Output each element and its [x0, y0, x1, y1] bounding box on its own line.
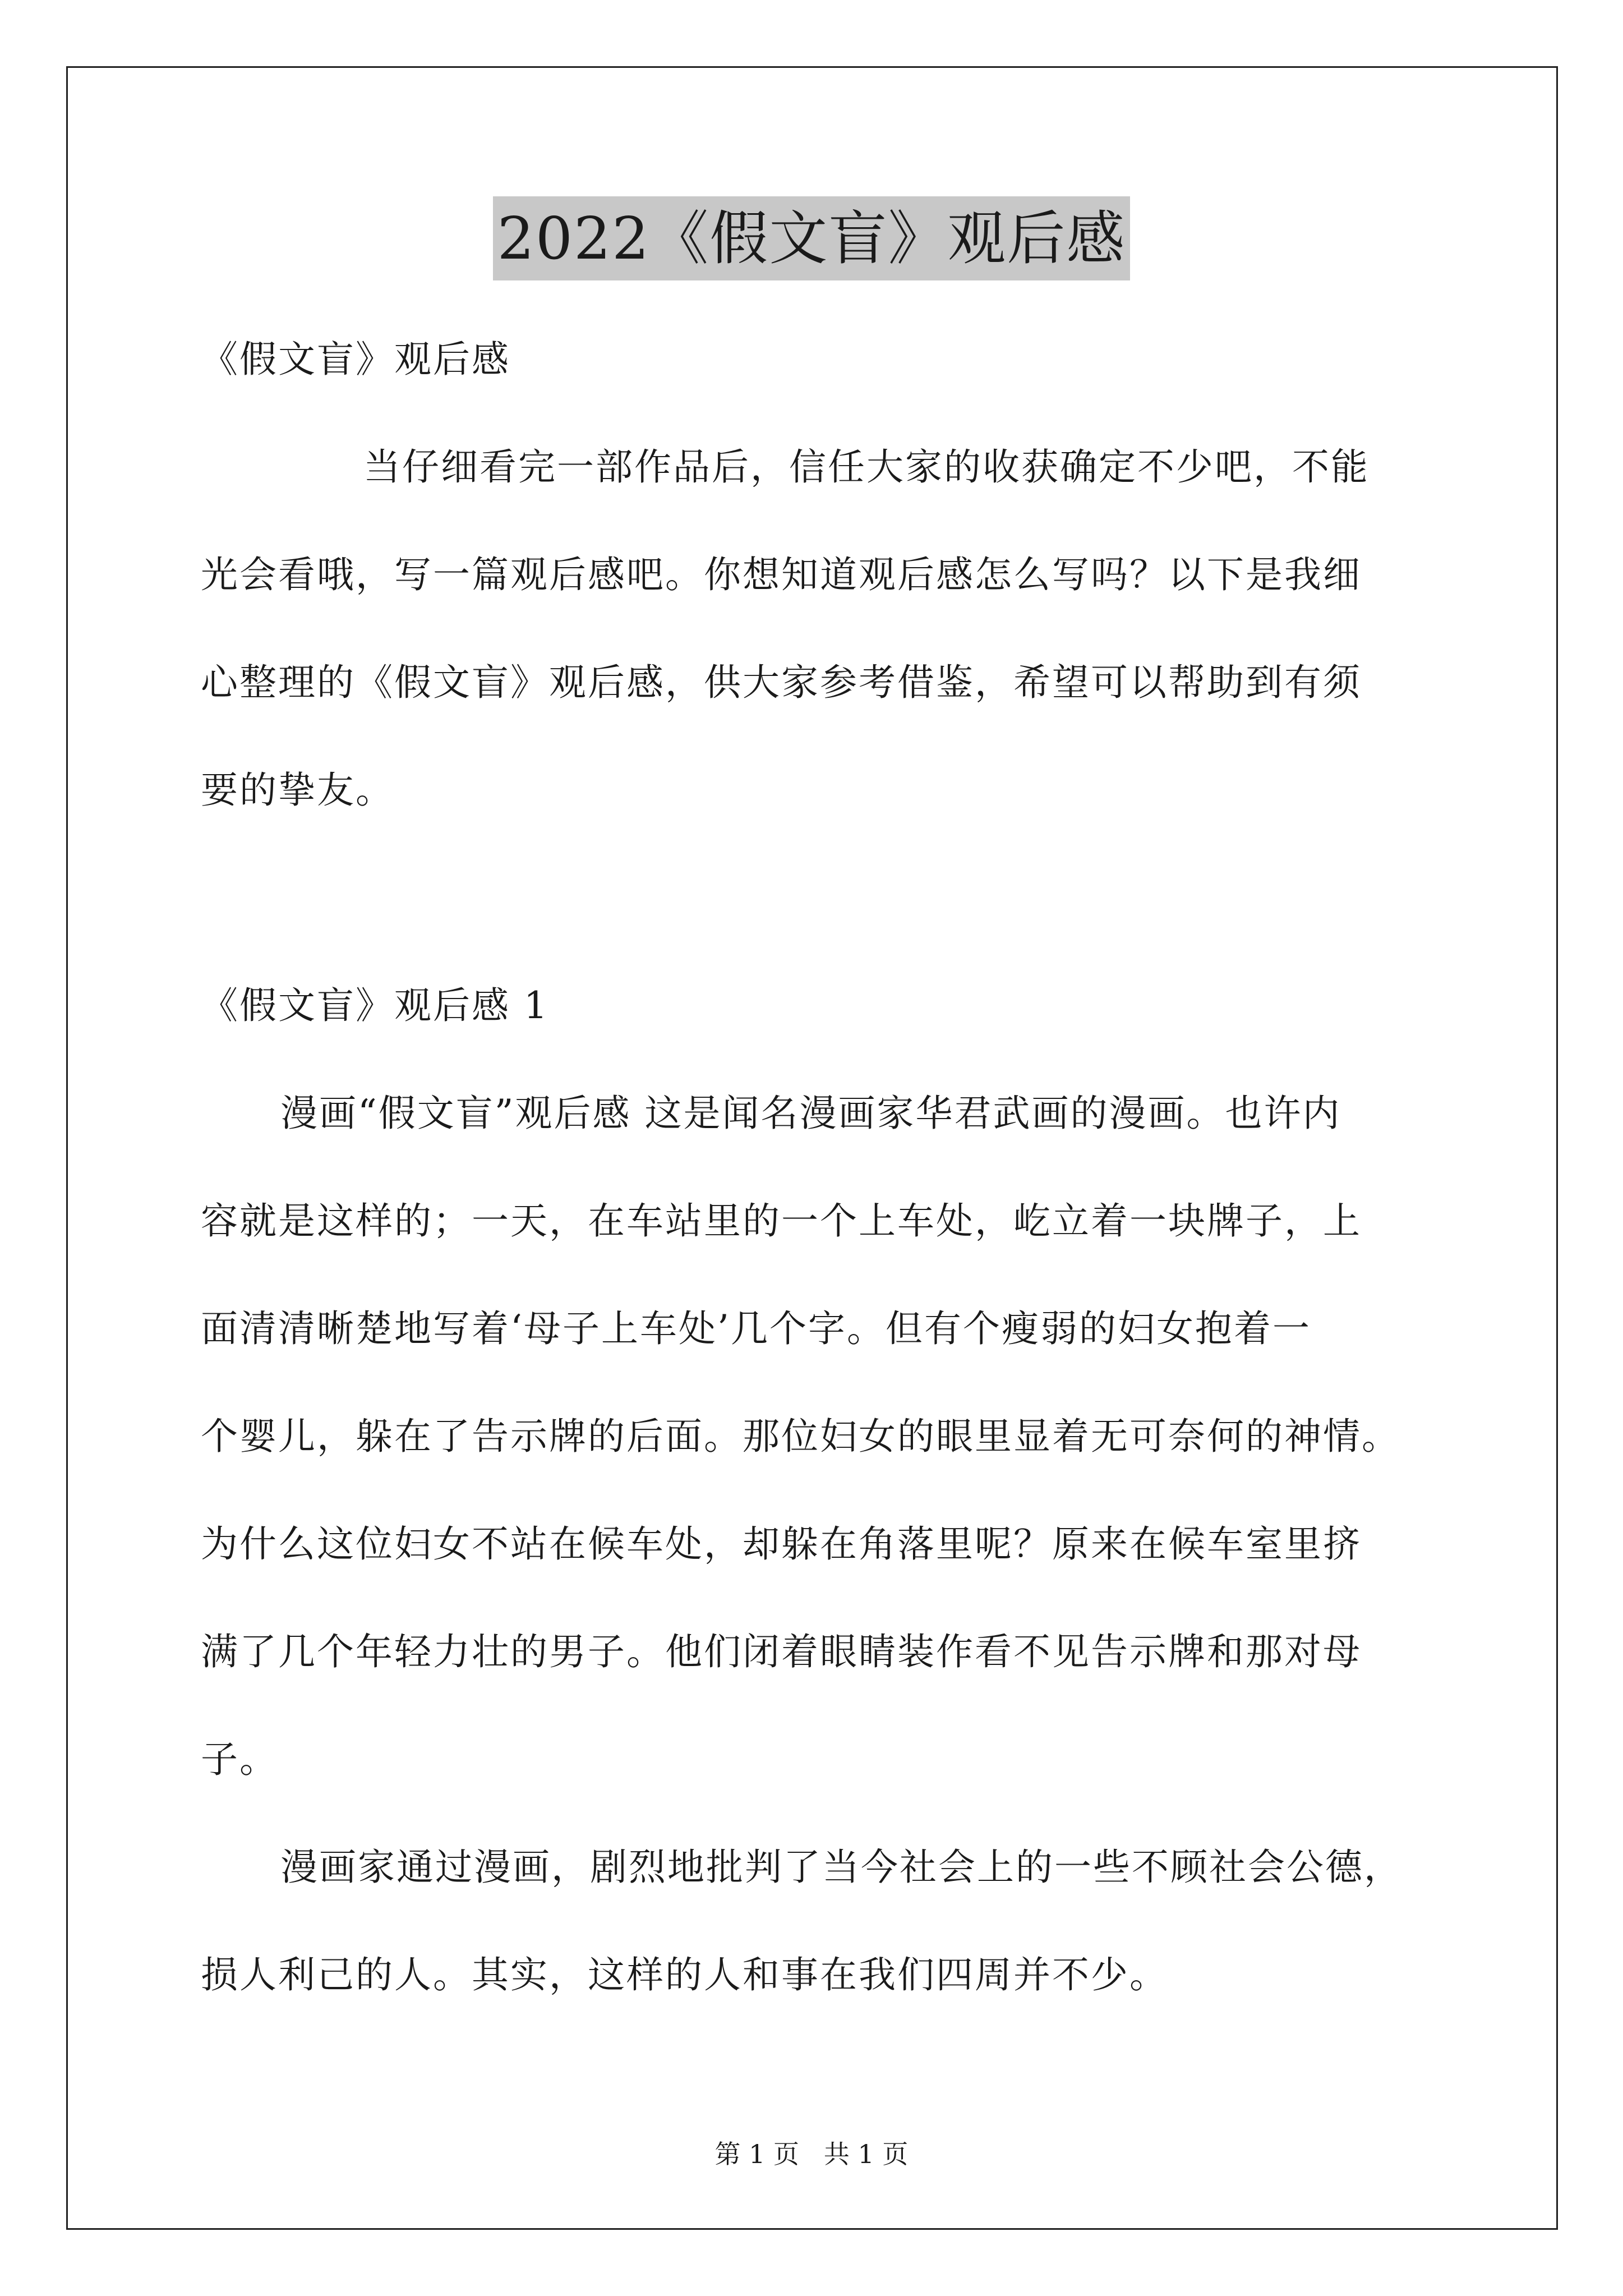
intro-line: 光会看哦，写一篇观后感吧。你想知道观后感怎么写吗？以下是我细: [201, 553, 1362, 596]
paragraph-line: 容就是这样的；一天，在车站里的一个上车处，屹立着一块牌子，上: [201, 1199, 1362, 1243]
paragraph-line: 面清清晰楚地写着‘母子上车处’几个字。但有个瘦弱的妇女抱着一: [201, 1307, 1311, 1350]
paragraph-line: 子。: [201, 1738, 278, 1781]
paragraph-line: 损人利己的人。其实，这样的人和事在我们四周并不少。: [201, 1953, 1168, 1996]
blank-line: [201, 844, 1435, 952]
intro-line: 心整理的《假文盲》观后感，供大家参考借鉴，希望可以帮助到有须: [201, 661, 1362, 704]
page-footer: 第 1 页 共 1 页: [714, 2139, 909, 2169]
paragraph-line: 漫画“假文盲”观后感 这是闻名漫画家华君武画的漫画。也许内: [280, 1092, 1341, 1135]
paragraph-line: 满了几个年轻力壮的男子。他们闭着眼睛装作看不见告示牌和那对母: [201, 1630, 1362, 1673]
subheading: 《假文盲》观后感: [201, 338, 510, 381]
document-title: 2022《假文盲》观后感: [493, 196, 1131, 280]
paragraph-line: 漫画家通过漫画，剧烈地批判了当今社会上的一些不顾社会公德，: [280, 1846, 1403, 1889]
title-container: [0, 196, 1623, 280]
intro-line: 当仔细看完一部作品后，信任大家的收获确定不少吧，不能: [363, 445, 1370, 489]
section-heading: 《假文盲》观后感 1: [201, 984, 549, 1027]
document-body: [201, 306, 1435, 2029]
paragraph-line: 为什么这位妇女不站在候车处，却躲在角落里呢？原来在候车室里挤: [201, 1522, 1362, 1566]
paragraph-line: 个婴儿，躲在了告示牌的后面。那位妇女的眼里显着无可奈何的神情。: [201, 1415, 1400, 1458]
intro-line: 要的挚友。: [201, 769, 394, 812]
